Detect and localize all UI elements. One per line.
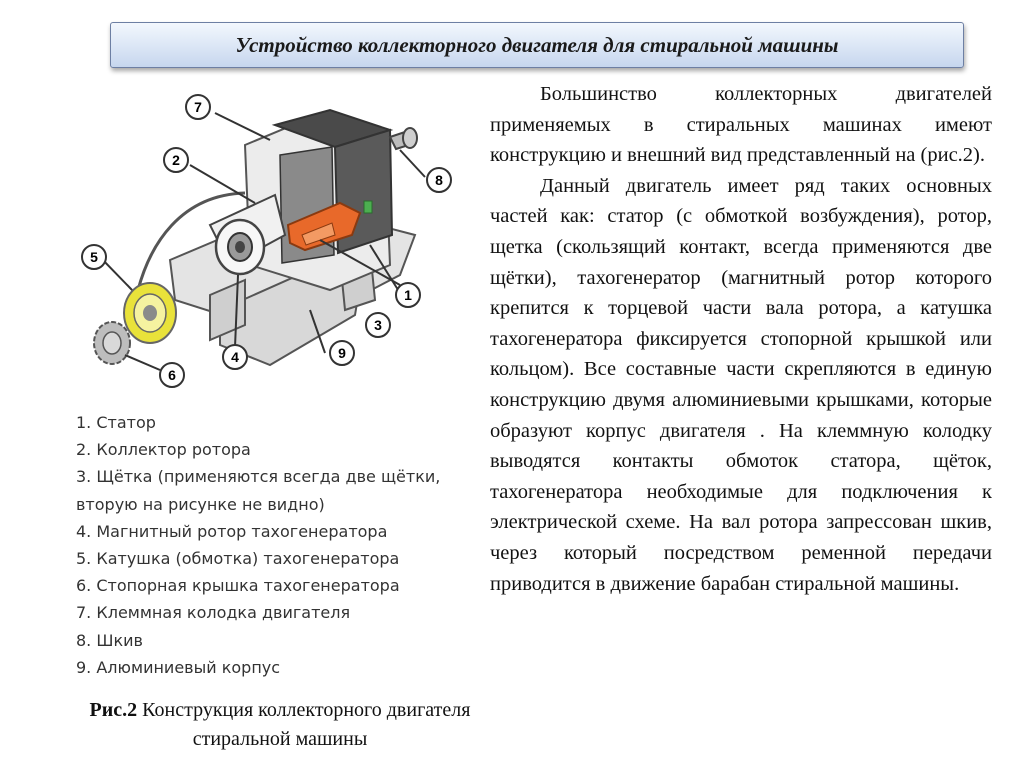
legend-item: 3. Щётка (применяются всегда две щётки, вторую на рисунке не видно) <box>76 467 441 514</box>
callout-8-label: 8 <box>435 172 443 188</box>
callout-4 <box>223 345 247 369</box>
caption-text: Конструкция коллекторного двигателя стиральной машины <box>142 699 471 750</box>
slide-title-box <box>110 22 964 68</box>
tacho-coil <box>124 283 176 343</box>
callout-3-label: 3 <box>374 317 382 333</box>
callout-3 <box>366 313 390 337</box>
stopper-cover <box>94 322 130 364</box>
callout-2-label: 2 <box>172 152 180 168</box>
legend-item: 7. Клеммная колодка двигателя <box>76 603 351 623</box>
callout-7-label: 7 <box>194 99 202 115</box>
callout-9-label: 9 <box>338 345 346 361</box>
figure-legend <box>76 409 476 681</box>
motor-figure <box>70 85 470 400</box>
legend-item: 8. Шкив <box>76 630 143 650</box>
callout-8 <box>427 168 451 192</box>
legend-item: 4. Магнитный ротор тахогенератора <box>76 521 388 541</box>
callout-2 <box>164 148 188 172</box>
figure-caption <box>70 696 490 754</box>
legend-item: 1. Статор <box>76 413 156 432</box>
paragraph: Данный двигатель имеет ряд таких основных частей как: статор (с обмоткой возбуждения), ротор, щетка (скользящий контакт, всегда применяются две щётки), тахогенератор (магнитный ротор которого крепится к торцевой части вала ротора, а катушка тахогенератора фиксируется стопорной крышкой или кольцом). Все составные части скрепляются в единую конструкцию двумя алюминиевыми крышками, которые образуют корпус двигателя . На клеммную колодку выводятся контакты обмоток статора, щёток, тахогенератора необходимые для подключения к электрической схеме. На вал ротора запрессован шкив, через который посредством ременной передачи приводится в движение барабан стиральной машины. <box>490 174 992 595</box>
callout-6-label: 6 <box>168 367 176 383</box>
slide-title: Устройство коллекторного двигателя для стиральной машины <box>235 32 839 57</box>
legend-item: 5. Катушка (обмотка) тахогенератора <box>76 549 400 569</box>
callout-1-label: 1 <box>404 287 412 303</box>
callout-9 <box>330 341 354 365</box>
body-text <box>490 79 992 599</box>
callout-5 <box>82 245 106 269</box>
callout-7 <box>186 95 210 119</box>
legend-item: 6. Стопорная крышка тахогенератора <box>76 576 400 596</box>
callout-1 <box>396 283 420 307</box>
callout-6 <box>160 363 184 387</box>
motor-diagram <box>70 85 470 400</box>
caption-label: Рис.2 <box>89 699 138 721</box>
legend-item: 9. Алюминиевый корпус <box>76 657 281 677</box>
legend-item: 2. Коллектор ротора <box>76 440 251 460</box>
paragraph: Большинство коллекторных двигателей применяемых в стиральных машинах имеют конструкцию и внешний вид представленный на (рис.2). <box>490 83 992 167</box>
callout-4-label: 4 <box>231 349 239 365</box>
callout-5-label: 5 <box>90 249 98 265</box>
pulley-shaft <box>390 128 417 149</box>
